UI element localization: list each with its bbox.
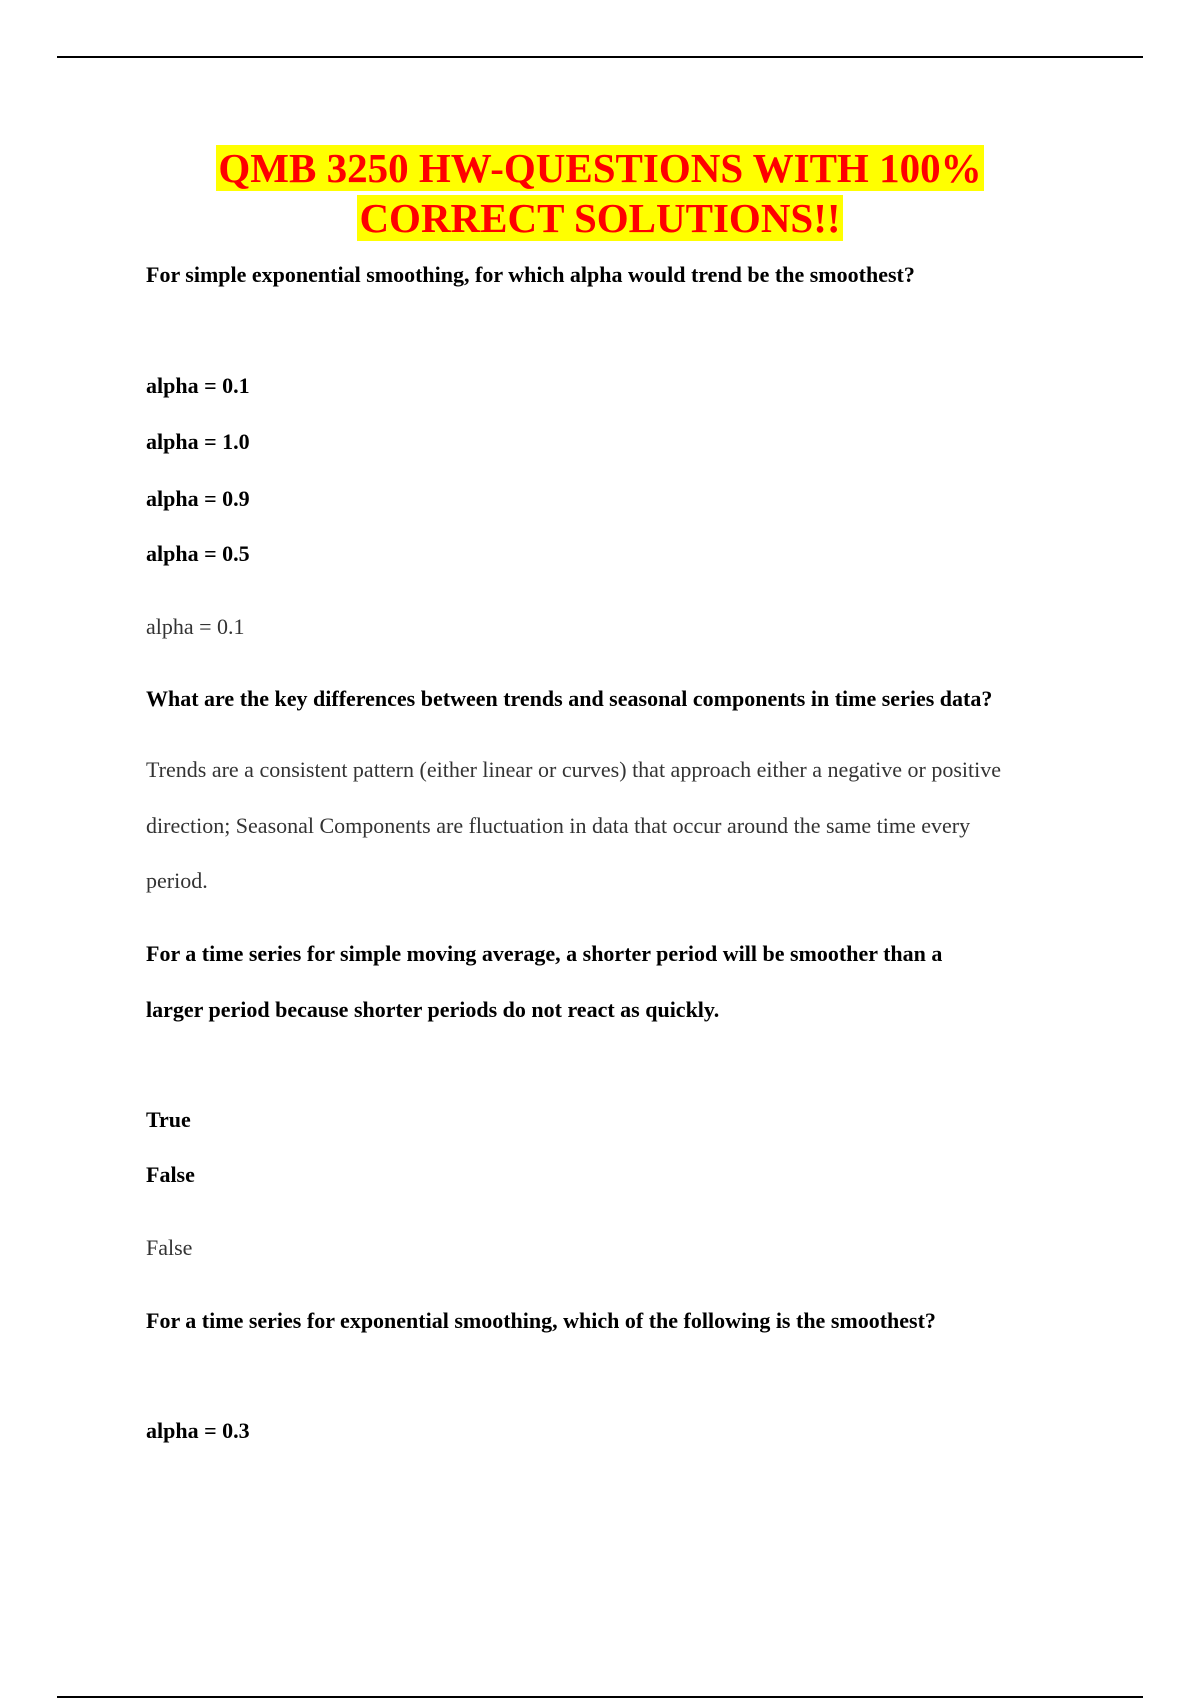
q2-answer-line-2: direction; Seasonal Components are fluctuation in data that occur around the same time every bbox=[146, 813, 971, 838]
q4-option-1: alpha = 0.3 bbox=[146, 1418, 250, 1443]
question-4: For a time series for exponential smoothing, which of the following is the smoothest? bbox=[146, 1308, 936, 1333]
header-rule bbox=[57, 56, 1143, 58]
q1-option-2: alpha = 1.0 bbox=[146, 429, 250, 454]
q3-option-2: False bbox=[146, 1162, 195, 1187]
q3-answer: False bbox=[146, 1235, 193, 1260]
question-3-line-1: For a time series for simple moving average, a shorter period will be smoother than a bbox=[146, 941, 943, 966]
q1-option-1: alpha = 0.1 bbox=[146, 373, 250, 398]
q2-answer-line-3: period. bbox=[146, 868, 208, 893]
document-title-line-1: QMB 3250 HW-QUESTIONS WITH 100% bbox=[218, 145, 982, 191]
question-3-line-2: larger period because shorter periods do not react as quickly. bbox=[146, 997, 720, 1022]
q2-answer-line-1: Trends are a consistent pattern (either linear or curves) that approach either a negative or positive bbox=[146, 757, 1002, 782]
question-1: For simple exponential smoothing, for which alpha would trend be the smoothest? bbox=[146, 262, 915, 287]
q1-answer: alpha = 0.1 bbox=[146, 614, 245, 639]
document-title-line-2: CORRECT SOLUTIONS!! bbox=[359, 195, 841, 241]
question-2: What are the key differences between trends and seasonal components in time series data? bbox=[146, 686, 993, 711]
q1-option-3: alpha = 0.9 bbox=[146, 486, 250, 511]
q3-option-1: True bbox=[146, 1107, 191, 1132]
footer-rule bbox=[57, 1696, 1143, 1698]
q1-option-4: alpha = 0.5 bbox=[146, 541, 250, 566]
